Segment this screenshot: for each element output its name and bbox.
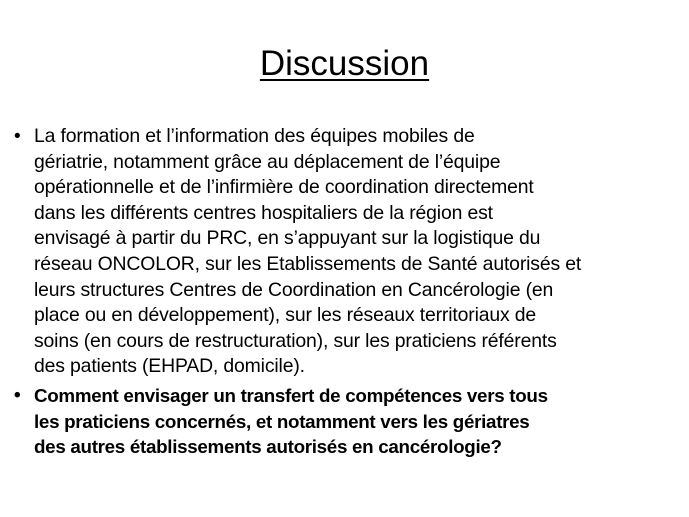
bullet-text-line: des autres établissements autorisés en cancérologie? xyxy=(34,436,502,458)
bullet-text-line: réseau ONCOLOR, sur les Etablissements de Santé autorisés et xyxy=(34,252,582,275)
bullet-text-line: dans les différents centres hospitaliers de la région est xyxy=(34,201,493,224)
bullet-icon: • xyxy=(14,384,21,406)
bullet-icon: • xyxy=(14,126,21,147)
bullet-text-line: des patients (EHPAD, domicile). xyxy=(34,355,305,378)
bullet-text-line: les praticiens concernés, et notamment vers les gériatres xyxy=(34,410,530,432)
bullet-text-line: leurs structures Centres de Coordination en Cancérologie (en xyxy=(34,278,554,301)
bullet-text-line: soins (en cours de restructuration), sur les praticiens référents xyxy=(34,329,557,352)
bullet-text-line: gériatrie, notamment grâce au déplacement de l’équipe xyxy=(34,150,501,173)
bullet-text-line: opérationnelle et de l’infirmière de coordination directement xyxy=(34,176,534,199)
slide-title: Discussion xyxy=(259,44,430,83)
bullet-text-line: place ou en développement), sur les réseaux territoriaux de xyxy=(34,304,537,327)
bullet-text-line: Comment envisager un transfert de compétences vers tous xyxy=(34,384,548,406)
bullet-text-line: La formation et l’information des équipes mobiles de xyxy=(34,125,475,147)
bullet-item-question xyxy=(14,383,686,460)
bullet-text-line: envisagé à partir du PRC, en s’appuyant sur la logistique du xyxy=(34,227,541,250)
bullet-item-training xyxy=(14,124,686,380)
bullet-list xyxy=(14,124,686,460)
